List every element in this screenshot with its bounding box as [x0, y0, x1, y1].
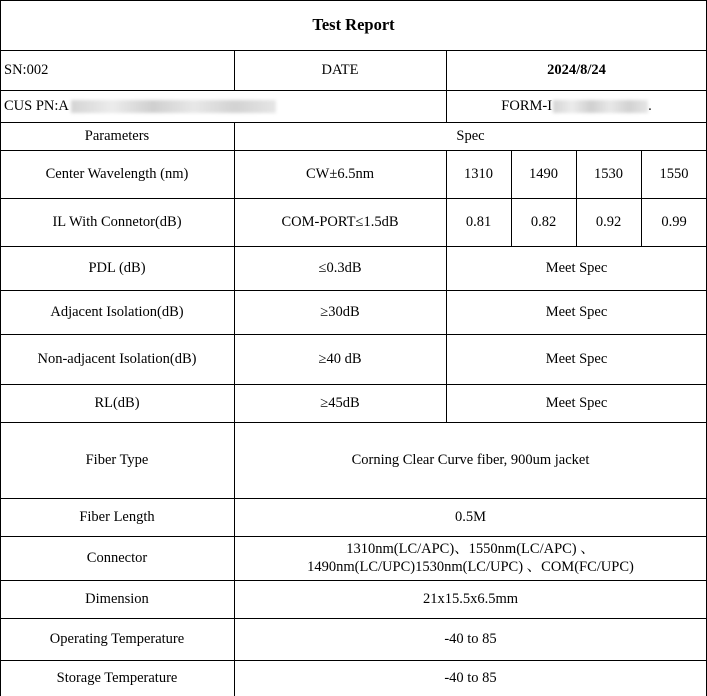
pdl-spec: ≤0.3dB — [318, 259, 362, 276]
storage-temperature-label: Storage Temperature — [56, 669, 178, 686]
non-adjacent-isolation-label: Non-adjacent Isolation(dB) — [37, 350, 197, 367]
il-value: 0.99 — [661, 213, 687, 230]
fiber-type-label: Fiber Type — [85, 451, 149, 468]
fiber-length-value: 0.5M — [454, 508, 487, 525]
customer-part-number-text: CUS PN:A — [4, 97, 69, 114]
non-adjacent-isolation-result: Meet Spec — [545, 350, 608, 367]
connector-label: Connector — [86, 549, 148, 566]
il-value: 0.81 — [465, 213, 492, 230]
date-value: 2024/8/24 — [547, 61, 606, 78]
adjacent-isolation-spec: ≥30dB — [320, 303, 360, 320]
pdl-label: PDL (dB) — [88, 259, 146, 276]
fiber-length-label: Fiber Length — [79, 508, 155, 525]
rl-result: Meet Spec — [545, 394, 608, 411]
parameters-header: Parameters — [84, 127, 150, 144]
redacted-form-number — [553, 100, 648, 113]
wavelength-value: 1310 — [464, 165, 493, 182]
form-number — [446, 90, 707, 122]
adjacent-isolation-result: Meet Spec — [545, 303, 608, 320]
il-value: 0.82 — [530, 213, 557, 230]
operating-temperature-value: -40 to 85 — [444, 630, 497, 647]
serial-number: SN:002 — [4, 61, 49, 78]
rl-label: RL(dB) — [94, 394, 140, 411]
spec-header: Spec — [456, 127, 485, 144]
fiber-type-value: Corning Clear Curve fiber, 900um jacket — [351, 451, 590, 468]
il-value: 0.92 — [595, 213, 622, 230]
connector-line-2: 1490nm(LC/UPC)1530nm(LC/UPC) 、COM(FC/UPC) — [307, 559, 634, 575]
il-spec: COM-PORT≤1.5dB — [281, 213, 399, 230]
customer-part-number — [0, 90, 446, 122]
date-label: DATE — [321, 61, 359, 78]
non-adjacent-isolation-spec: ≥40 dB — [318, 350, 362, 367]
center-wavelength-label: Center Wavelength (nm) — [45, 165, 189, 182]
rl-spec: ≥45dB — [320, 394, 360, 411]
dimension-value: 21x15.5x6.5mm — [422, 590, 519, 607]
adjacent-isolation-label: Adjacent Isolation(dB) — [50, 303, 184, 320]
wavelength-value: 1550 — [659, 165, 689, 182]
form-number-end: . — [648, 97, 652, 114]
wavelength-value: 1490 — [529, 165, 558, 182]
operating-temperature-label: Operating Temperature — [49, 630, 185, 647]
center-wavelength-spec: CW±6.5nm — [306, 165, 374, 182]
connector-value — [234, 536, 707, 580]
connector-line-1: 1310nm(LC/APC)、1550nm(LC/APC) 、 — [346, 540, 595, 557]
redacted-part-number — [71, 100, 276, 113]
il-label: IL With Connetor(dB) — [52, 213, 182, 230]
wavelength-value: 1530 — [594, 165, 623, 182]
form-number-text: FORM-I — [501, 97, 553, 114]
pdl-result: Meet Spec — [545, 259, 608, 276]
dimension-label: Dimension — [85, 590, 149, 607]
storage-temperature-value: -40 to 85 — [444, 669, 497, 686]
report-title: Test Report — [312, 14, 395, 34]
